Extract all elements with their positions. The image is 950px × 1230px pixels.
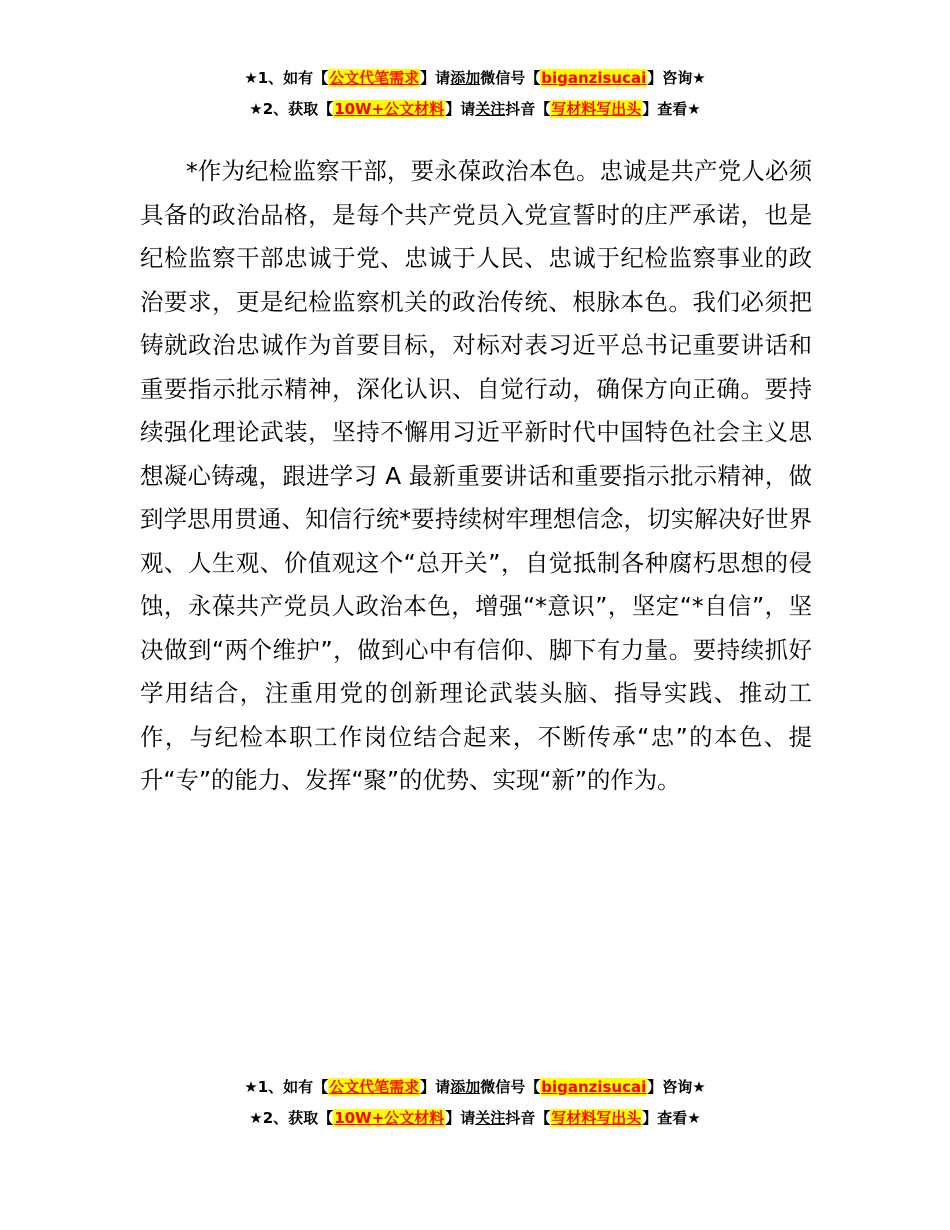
banner-line-1-prefix: ★1、如有【	[244, 69, 329, 87]
banner-line-1-highlight-wechat: biganzisucai	[541, 69, 647, 87]
banner-line-1-highlight-service: 公文代笔需求	[329, 69, 420, 87]
banner-line-1	[0, 67, 950, 89]
footer-line-1-emphasis: 添加	[450, 1078, 481, 1096]
banner-line-1-mid-2: 微信号【	[480, 69, 541, 87]
banner-line-2-prefix: ★2、获取【	[249, 100, 334, 118]
footer-line-1-highlight-wechat: biganzisucai	[541, 1078, 647, 1096]
footer-line-1-mid: 】请	[420, 1078, 451, 1096]
footer-line-2-suffix: 】查看★	[642, 1109, 701, 1127]
footer-line-2-prefix: ★2、获取【	[249, 1109, 334, 1127]
footer-line-2-highlight-douyin: 写材料写出头	[551, 1109, 642, 1127]
header-banner	[0, 67, 950, 120]
footer-line-2-mid: 】请	[445, 1109, 476, 1127]
footer-line-1-mid-2: 微信号【	[480, 1078, 541, 1096]
footer-line-1-highlight-service: 公文代笔需求	[329, 1078, 420, 1096]
footer-line-2-mid-2: 抖音【	[505, 1109, 551, 1127]
footer-line-2-highlight-materials: 10W+公文材料	[334, 1109, 445, 1127]
banner-line-2-suffix: 】查看★	[642, 100, 701, 118]
footer-banner-line-2	[0, 1107, 950, 1129]
footer-banner-line-1	[0, 1076, 950, 1098]
banner-line-2-highlight-materials: 10W+公文材料	[334, 100, 445, 118]
footer-line-1-suffix: 】咨询★	[647, 1078, 706, 1096]
banner-line-2-emphasis: 关注	[475, 100, 506, 118]
footer-banner	[0, 1076, 950, 1129]
banner-line-2-highlight-douyin: 写材料写出头	[551, 100, 642, 118]
banner-line-2-mid-2: 抖音【	[505, 100, 551, 118]
body-paragraph: *作为纪检监察干部，要永葆政治本色。忠诚是共产党人必须具备的政治品格，是每个共产党员入党宣誓时的庄严承诺，也是纪检监察干部忠诚于党、忠诚于人民、忠诚于纪检监察事业的政治要求，更是纪检监察机关的政治传统、根脉本色。我们必须把铸就政治忠诚作为首要目标，对标对表习近平总书记重要讲话和重要指示批示精神，深化认识、自觉行动，确保方向正确。要持续强化理论武装，坚持不懈用习近平新时代中国特色社会主义思想凝心铸魂，跟进学习 A 最新重要讲话和重要指示批示精神，做到学思用贯通、知信行统*要持续树牢理想信念，切实解决好世界观、人生观、价值观这个“总开关”，自觉抵制各种腐朽思想的侵蚀，永葆共产党员人政治本色，增强“*意识”，坚定“*自信”，坚决做到“两个维护”，做到心中有信仰、脚下有力量。要持续抓好学用结合，注重用党的创新理论武装头脑、指导实践、推动工作，与纪检本职工作岗位结合起来，不断传承“忠”的本色、提升“专”的能力、发挥“聚”的优势、实现“新”的作为。	[140, 157, 812, 794]
footer-line-2-emphasis: 关注	[475, 1109, 506, 1127]
banner-line-2-mid: 】请	[445, 100, 476, 118]
banner-line-1-suffix: 】咨询★	[647, 69, 706, 87]
banner-line-1-emphasis: 添加	[450, 69, 481, 87]
footer-line-1-prefix: ★1、如有【	[244, 1078, 329, 1096]
banner-line-1-mid: 】请	[420, 69, 451, 87]
banner-line-2	[0, 98, 950, 120]
